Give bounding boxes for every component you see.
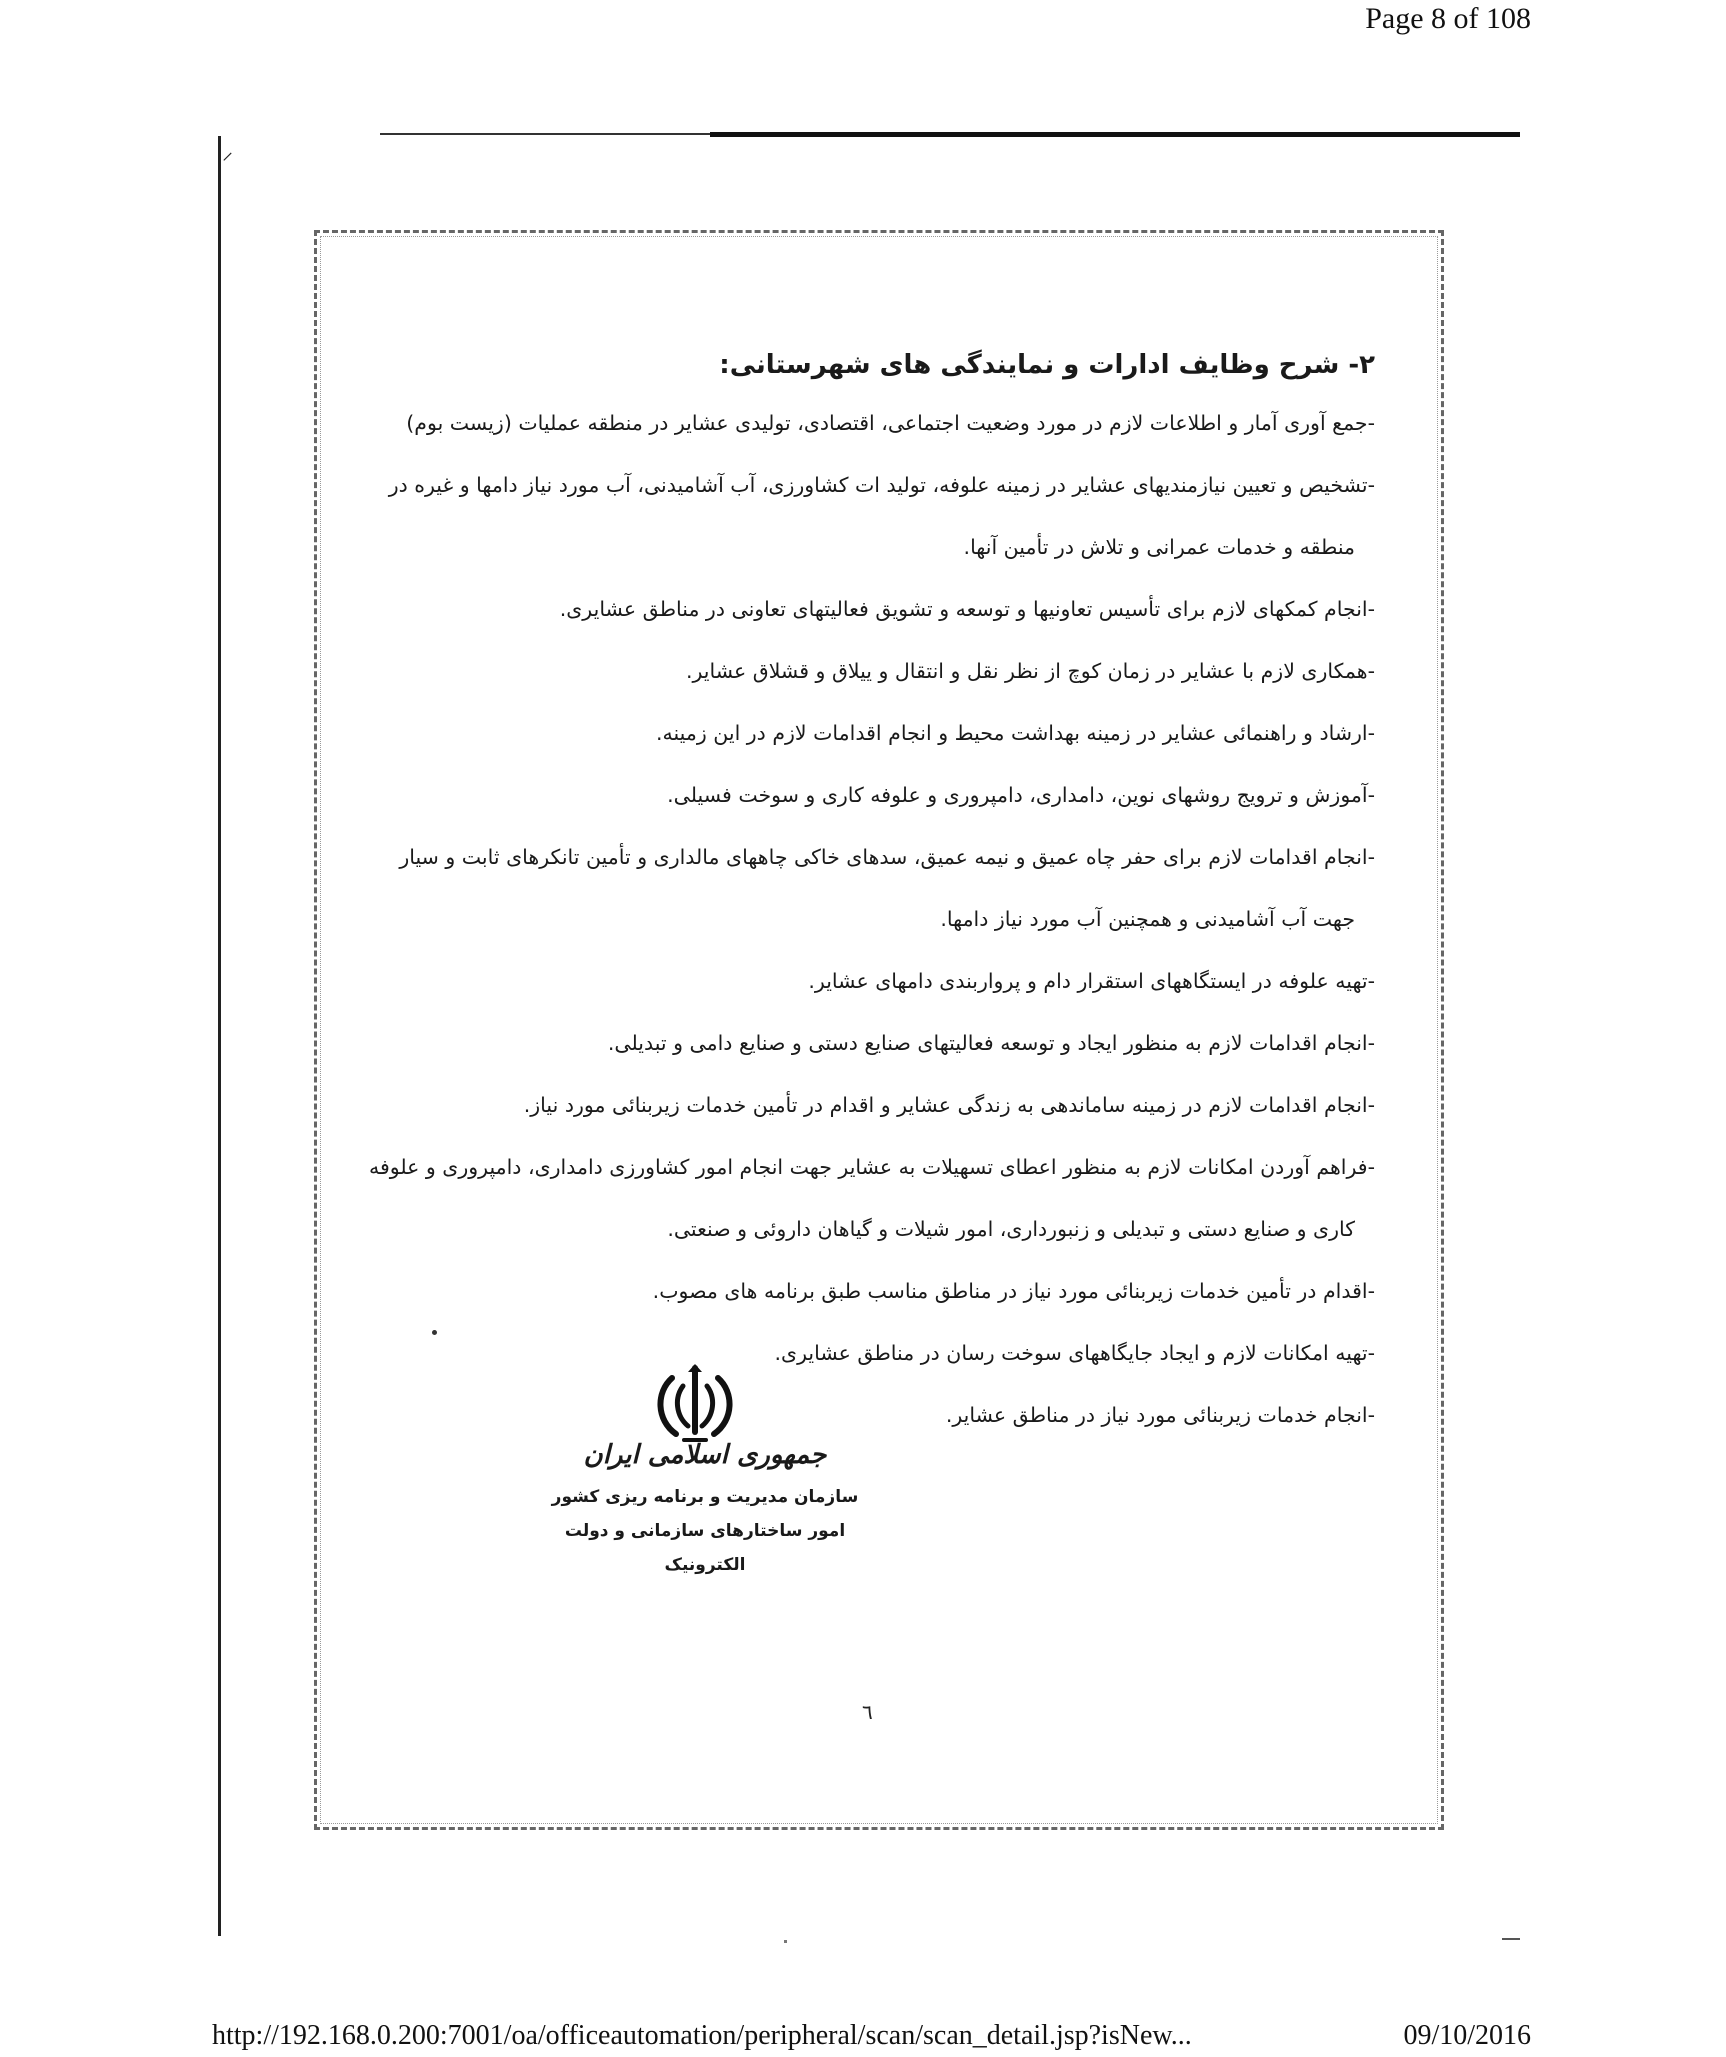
section-heading: ۲- شرح وظایف ادارات و نمایندگی های شهرستانی: bbox=[719, 350, 1375, 380]
duty-item: -جمع آوری آمار و اطلاعات لازم در مورد وضعیت اجتماعی، اقتصادی، تولیدی عشایر در منطقه عملیات (زیست بوم) bbox=[406, 411, 1375, 435]
duty-item: -انجام اقدامات لازم در زمینه ساماندهی به زندگی عشایر و اقدام در تأمین خدمات زیربنائی مورد نیاز. bbox=[523, 1093, 1375, 1117]
left-corner-mark: ⸝ bbox=[222, 140, 234, 165]
stray-dot bbox=[432, 1330, 437, 1335]
duty-item: -انجام اقدامات لازم برای حفر چاه عمیق و نیمه عمیق، سدهای خاکی چاههای مالداری و تأمین تانکرهای ثابت و سیار جهت آب آشامیدنی و همچنین آب مورد نیاز دامها. bbox=[390, 837, 1375, 939]
duty-item: -انجام اقدامات لازم به منظور ایجاد و توسعه فعالیتهای صنایع دستی و صنایع دامی و تبدیلی. bbox=[607, 1031, 1375, 1055]
duty-item: -تشخیص و تعیین نیازمندیهای عشایر در زمینه علوفه، تولید ات کشاورزی، آب آشامیدنی، آب مورد نیاز دامها و غیره در منطقه و خدمات عمرانی و تلاش در تأمین آنها. bbox=[390, 465, 1375, 567]
iran-emblem-icon bbox=[650, 1360, 740, 1450]
seal-organization: سازمان مدیریت و برنامه ریزی کشور bbox=[551, 1487, 859, 1507]
duty-continuation: منطقه و خدمات عمرانی و تلاش در تأمین آنها. bbox=[963, 535, 1355, 559]
duty-item: -همکاری لازم با عشایر در زمان کوچ از نظر نقل و انتقال و ییلاق و قشلاق عشایر. bbox=[685, 659, 1375, 683]
page-counter: Page 8 of 108 bbox=[1365, 2, 1531, 35]
footer-date: 09/10/2016 bbox=[1403, 2020, 1531, 2051]
top-rule bbox=[710, 132, 1520, 137]
top-rule-thin bbox=[380, 133, 710, 135]
bottom-right-dash bbox=[1502, 1938, 1520, 1940]
seal-name: جمهوری اسلامی ایران bbox=[583, 1440, 827, 1470]
duty-item: -تهیه امکانات لازم و ایجاد جایگاههای سوخت رسان در مناطق عشایری. bbox=[774, 1341, 1375, 1365]
left-margin-rule bbox=[218, 136, 221, 1936]
bottom-center-dot bbox=[784, 1940, 787, 1943]
duty-item: -ارشاد و راهنمائی عشایر در زمینه بهداشت محیط و انجام اقدامات لازم در این زمینه. bbox=[655, 721, 1375, 745]
duty-item: -انجام کمکهای لازم برای تأسیس تعاونیها و توسعه و تشویق فعالیتهای تعاونی در مناطق عشایری. bbox=[559, 597, 1375, 621]
duty-item: -تهیه علوفه در ایستگاههای استقرار دام و پرواربندی دامهای عشایر. bbox=[808, 969, 1375, 993]
duty-item: -آموزش و ترویج روشهای نوین، دامداری، دامپروری و علوفه کاری و سوخت فسیلی. bbox=[667, 783, 1375, 807]
duty-item: -انجام خدمات زیربنائی مورد نیاز در مناطق عشایر. bbox=[945, 1403, 1375, 1427]
duty-continuation: جهت آب آشامیدنی و همچنین آب مورد نیاز دامها. bbox=[940, 907, 1355, 931]
seal-text bbox=[540, 1440, 870, 1582]
duty-continuation: کاری و صنایع دستی و تبدیلی و زنبورداری، امور شیلات و گیاهان داروئی و صنعتی. bbox=[667, 1217, 1355, 1241]
footer-url: http://192.168.0.200:7001/oa/officeautomation/peripheral/scan/scan_detail.jsp?isNew... bbox=[212, 2020, 1192, 2051]
duty-item: -فراهم آوردن امکانات لازم به منظور اعطای تسهیلات به عشایر جهت انجام امور کشاورزی دامداری، دامپروری و علوفه کاری و صنایع دستی و تبدیلی و زنبورداری، امور شیلات و گیاهان داروئی و صنعتی. bbox=[390, 1147, 1375, 1249]
document-body bbox=[368, 345, 1375, 1457]
seal-department: امور ساختارهای سازمانی و دولت الکترونیک bbox=[564, 1521, 846, 1575]
inner-page-number: ٦ bbox=[862, 1700, 873, 1724]
duty-item: -اقدام در تأمین خدمات زیربنائی مورد نیاز در مناطق مناسب طبق برنامه های مصوب. bbox=[652, 1279, 1375, 1303]
